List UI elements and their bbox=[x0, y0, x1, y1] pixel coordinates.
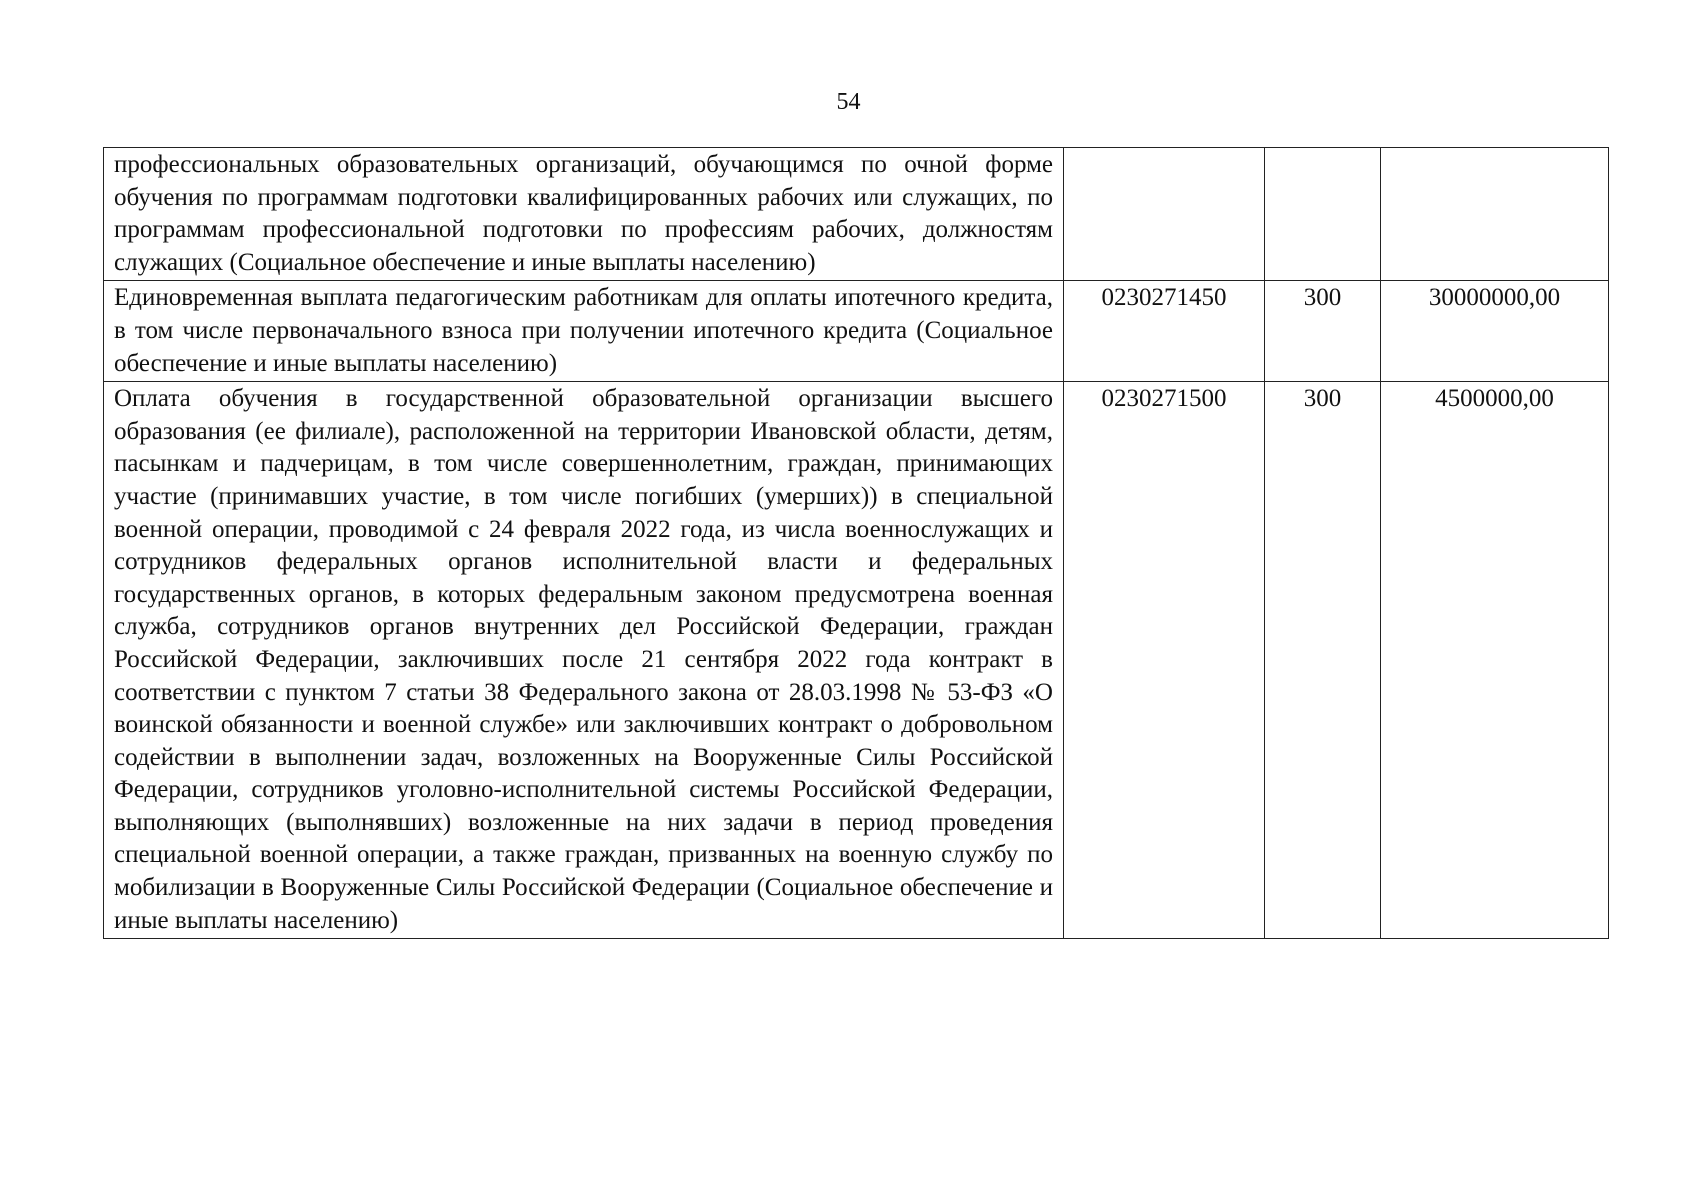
table-row bbox=[104, 148, 1609, 281]
row-code: 0230271450 bbox=[1101, 284, 1227, 312]
row-amount-cell bbox=[1381, 382, 1609, 939]
row-amount-cell bbox=[1381, 148, 1609, 281]
row-description: Единовременная выплата педагогическим работникам для оплаты ипотечного кредита, в том числе первоначального взноса при получении ипотечного кредита (Социальное обеспечение и иные выплаты населению) bbox=[114, 284, 1053, 377]
row-code-cell bbox=[1064, 148, 1265, 281]
budget-table bbox=[103, 147, 1609, 939]
row-expense-type-cell bbox=[1265, 148, 1381, 281]
row-description-cell bbox=[104, 148, 1064, 281]
row-amount-cell bbox=[1381, 281, 1609, 382]
row-expense-type-cell bbox=[1265, 382, 1381, 939]
row-amount: 4500000,00 bbox=[1435, 385, 1554, 413]
row-description-cell bbox=[104, 281, 1064, 382]
page-number: 54 bbox=[836, 89, 861, 115]
row-expense-type: 300 bbox=[1303, 284, 1342, 312]
row-code-cell bbox=[1064, 281, 1265, 382]
row-expense-type: 300 bbox=[1303, 385, 1342, 413]
row-description: профессиональных образовательных организаций, обучающимся по очной форме обучения по программам подготовки квалифицированных рабочих или служащих, по программам профессиональной подготовки по профессиям рабочих, должностям служащих (Социальное обеспечение и иные выплаты населению) bbox=[114, 151, 1053, 276]
row-description-cell bbox=[104, 382, 1064, 939]
table-row bbox=[104, 382, 1609, 939]
row-description: Оплата обучения в государственной образовательной организации высшего образования (ее филиале), расположенной на территории Ивановской области, детям, пасынкам и падчерицам, в том числе совершеннолетним, граждан, принимающих участие (принимавших участие, в том числе погибших (умерших)) в специальной военной операции, проводимой с 24 февраля 2022 года, из числа военнослужащих и сотрудников федеральных органов исполнительной власти и федеральных государственных органов, в которых федеральным законом предусмотрена военная служба, сотрудников органов внутренних дел Российской Федерации, граждан Российской Федерации, заключивших после 21 сентября 2022 года контракт в соответствии с пунктом 7 статьи 38 Федерального закона от 28.03.1998 № 53-ФЗ «О воинской обязанности и военной службе» или заключивших контракт о добровольном содействии в выполнении задач, возложенных на Вооруженные Силы Российской Федерации, сотрудников уголовно-исполнительной системы Российской Федерации, выполняющих (выполнявших) возложенные на них задачи в период проведения специальной военной операции, а также граждан, призванных на военную службу по мобилизации в Вооруженные Силы Российской Федерации (Социальное обеспечение и иные выплаты населению) bbox=[114, 385, 1053, 934]
row-code: 0230271500 bbox=[1101, 385, 1227, 413]
row-expense-type-cell bbox=[1265, 281, 1381, 382]
table-row bbox=[104, 281, 1609, 382]
row-code-cell bbox=[1064, 382, 1265, 939]
row-amount: 30000000,00 bbox=[1428, 284, 1561, 312]
